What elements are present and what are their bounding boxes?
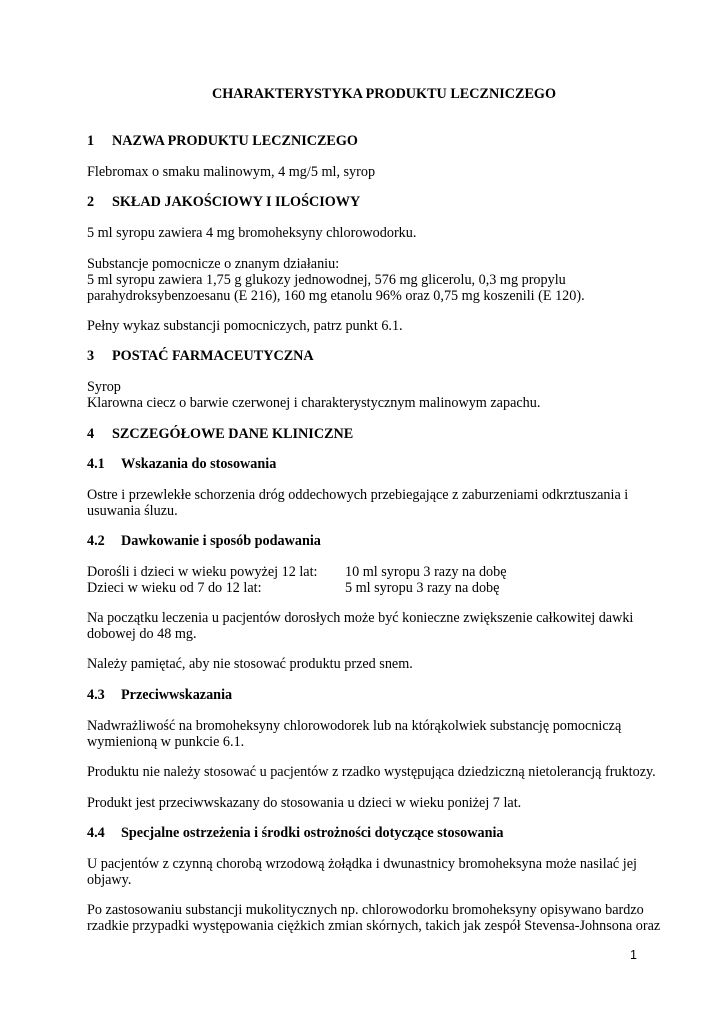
- indications-line-2: usuwania śluzu.: [87, 503, 178, 519]
- contraindications-children: Produkt jest przeciwwskazany do stosowania u dzieci w wieku poniżej 7 lat.: [87, 795, 522, 811]
- section-1-number: 1: [87, 133, 95, 149]
- composition-text: 5 ml syropu zawiera 4 mg bromoheksyny chlorowodorku.: [87, 225, 417, 241]
- section-4-3-number: 4.3: [87, 687, 105, 703]
- dosage-value-adults: 10 ml syropu 3 razy na dobę: [345, 564, 507, 580]
- excipients-line-1: 5 ml syropu zawiera 1,75 g glukozy jednowodnej, 576 mg glicerolu, 0,3 mg propylu: [87, 272, 566, 288]
- dosage-note-line-1: Na początku leczenia u pacjentów dorosłych może być konieczne zwiększenie całkowitej dawki: [87, 610, 634, 626]
- product-name: Flebromax o smaku malinowym, 4 mg/5 ml, syrop: [87, 164, 376, 180]
- contraindications-line-2: wymienioną w punkcie 6.1.: [87, 734, 245, 750]
- dosage-value-children: 5 ml syropu 3 razy na dobę: [345, 580, 500, 596]
- section-4-2-heading: Dawkowanie i sposób podawania: [121, 533, 321, 549]
- contraindications-line-1: Nadwrażliwość na bromoheksyny chlorowodorek lub na którąkolwiek substancję pomocniczą: [87, 718, 622, 734]
- warnings-line-1: U pacjentów z czynną chorobą wrzodową żołądka i dwunastnicy bromoheksyna może nasilać jej: [87, 856, 637, 872]
- excipients-label: Substancje pomocnicze o znanym działaniu:: [87, 256, 340, 272]
- warnings-line-2: objawy.: [87, 872, 132, 888]
- section-4-number: 4: [87, 426, 95, 442]
- dosage-form-description: Klarowna ciecz o barwie czerwonej i charakterystycznym malinowym zapachu.: [87, 395, 541, 411]
- excipients-line-2: parahydroksybenzoesanu (E 216), 160 mg etanolu 96% oraz 0,75 mg koszenili (E 120).: [87, 288, 585, 304]
- section-3-heading: POSTAĆ FARMACEUTYCZNA: [112, 348, 314, 364]
- document-title: CHARAKTERYSTYKA PRODUKTU LECZNICZEGO: [212, 86, 556, 102]
- dosage-group-adults: Dorośli i dzieci w wieku powyżej 12 lat:: [87, 564, 318, 580]
- warnings-line-4: rzadkie przypadki występowania ciężkich zmian skórnych, takich jak zespół Stevensa-Johnsona oraz: [87, 918, 661, 934]
- excipients-reference: Pełny wykaz substancji pomocniczych, patrz punkt 6.1.: [87, 318, 403, 334]
- dosage-form: Syrop: [87, 379, 121, 395]
- section-2-heading: SKŁAD JAKOŚCIOWY I ILOŚCIOWY: [112, 194, 361, 210]
- section-2-number: 2: [87, 194, 95, 210]
- section-4-heading: SZCZEGÓŁOWE DANE KLINICZNE: [112, 426, 354, 442]
- section-4-1-heading: Wskazania do stosowania: [121, 456, 277, 472]
- section-1-heading: NAZWA PRODUKTU LECZNICZEGO: [112, 133, 358, 149]
- indications-line-1: Ostre i przewlekłe schorzenia dróg oddechowych przebiegające z zaburzeniami odkrztuszania i: [87, 487, 629, 503]
- page-number: 1: [630, 948, 637, 962]
- section-4-2-number: 4.2: [87, 533, 105, 549]
- section-3-number: 3: [87, 348, 95, 364]
- warnings-line-3: Po zastosowaniu substancji mukolitycznych np. chlorowodorku bromoheksyny opisywano bardzo: [87, 902, 644, 918]
- contraindications-fructose: Produktu nie należy stosować u pacjentów z rzadko występująca dziedziczną nietolerancją fruktozy.: [87, 764, 656, 780]
- section-4-1-number: 4.1: [87, 456, 105, 472]
- dosage-note-line-2: dobowej do 48 mg.: [87, 626, 197, 642]
- section-4-3-heading: Przeciwwskazania: [121, 687, 233, 703]
- dosage-warning: Należy pamiętać, aby nie stosować produktu przed snem.: [87, 656, 413, 672]
- section-4-4-heading: Specjalne ostrzeżenia i środki ostrożności dotyczące stosowania: [121, 825, 504, 841]
- dosage-group-children: Dzieci w wieku od 7 do 12 lat:: [87, 580, 262, 596]
- section-4-4-number: 4.4: [87, 825, 105, 841]
